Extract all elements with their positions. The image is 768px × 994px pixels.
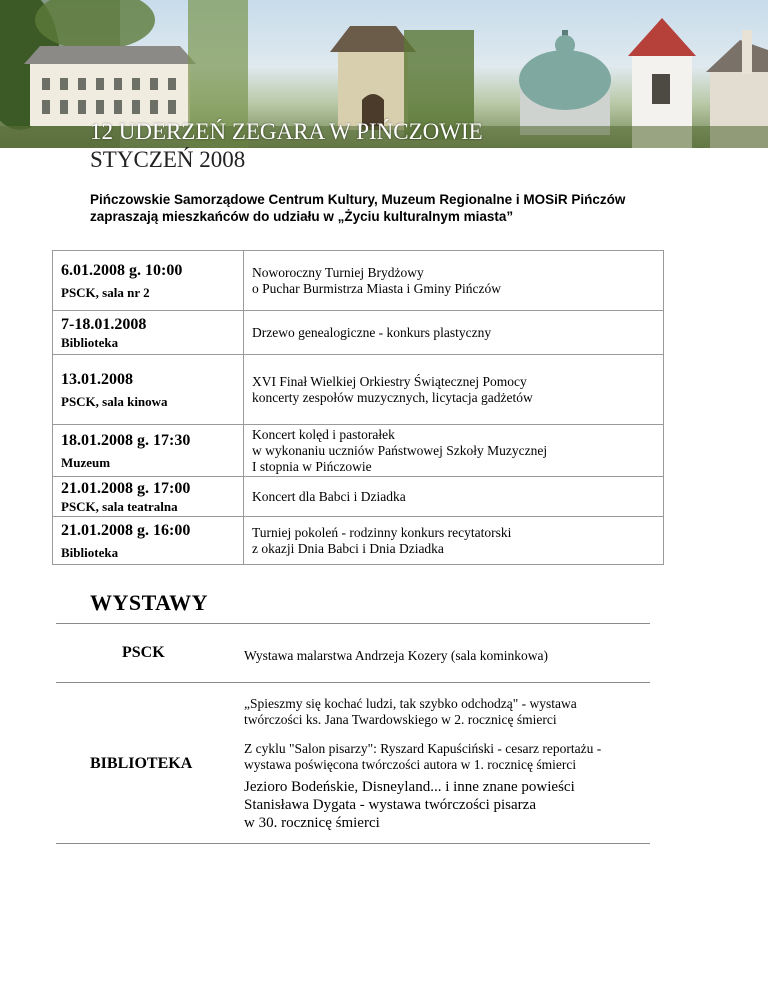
event-place: PSCK, sala teatralna: [61, 498, 178, 514]
event-desc-line: I stopnia w Pińczowie: [252, 458, 372, 474]
event-date: 6.01.2008 g. 10:00: [61, 261, 183, 279]
event-desc-cell: [244, 517, 664, 565]
event-place: PSCK, sala nr 2: [61, 284, 150, 300]
divider: [56, 682, 650, 683]
exhibition-line: wystawa poświęcona twórczości autora w 1. rocznicę śmierci: [244, 757, 577, 772]
table-row: [53, 251, 664, 311]
event-date: 7-18.01.2008: [61, 315, 147, 333]
exhibition-line: w 30. rocznicę śmierci: [244, 815, 380, 831]
exhibition-item: [244, 778, 644, 832]
event-desc-cell: [244, 251, 664, 311]
exhibition-place-psck: PSCK: [122, 644, 165, 661]
event-desc-line: z okazji Dnia Babci i Dnia Dziadka: [252, 540, 444, 556]
exhibition-line: Z cyklu "Salon pisarzy": Ryszard Kapuściński - cesarz reportażu -: [244, 741, 602, 756]
events-table: [52, 250, 664, 565]
event-desc-line: Drzewo genealogiczne - konkurs plastyczny: [252, 324, 492, 340]
table-row: [53, 517, 664, 565]
intro-text: [90, 191, 730, 225]
event-date-cell: [53, 425, 244, 477]
divider: [56, 843, 650, 844]
event-desc-cell: [244, 425, 664, 477]
event-desc-cell: [244, 355, 664, 425]
page-subtitle: STYCZEŃ 2008: [90, 147, 246, 172]
event-desc-line: w wykonaniu uczniów Państwowej Szkoły Muzycznej: [252, 442, 548, 458]
divider: [56, 623, 650, 624]
event-date: 18.01.2008 g. 17:30: [61, 431, 191, 449]
exhibition-line: twórczości ks. Jana Twardowskiego w 2. rocznicę śmierci: [244, 712, 557, 727]
exhibition-item: Wystawa malarstwa Andrzeja Kozery (sala kominkowa): [244, 648, 548, 663]
event-date: 13.01.2008: [61, 370, 133, 388]
intro-line-1: Pińczowskie Samorządowe Centrum Kultury, Muzeum Regionalne i MOSiR Pińczów: [90, 192, 626, 207]
exhibition-item: [244, 741, 644, 773]
exhibitions-title: WYSTAWY: [90, 590, 209, 615]
event-desc-cell: [244, 311, 664, 355]
event-date-cell: [53, 355, 244, 425]
event-date: 21.01.2008 g. 17:00: [61, 479, 191, 497]
event-desc-line: XVI Finał Wielkiej Orkiestry Świątecznej Pomocy: [252, 373, 527, 389]
exhibition-line: Stanisława Dygata - wystawa twórczości pisarza: [244, 797, 536, 813]
event-place: Biblioteka: [61, 334, 119, 350]
exhibition-place-biblioteka: BIBLIOTEKA: [90, 755, 193, 772]
table-row: [53, 311, 664, 355]
exhibition-line: Jezioro Bodeńskie, Disneyland... i inne znane powieści: [244, 779, 575, 795]
event-place: Biblioteka: [61, 544, 119, 560]
table-row: [53, 425, 664, 477]
event-desc-line: Koncert dla Babci i Dziadka: [252, 488, 406, 504]
event-date-cell: [53, 251, 244, 311]
event-desc-line: Noworoczny Turniej Brydżowy: [252, 264, 424, 280]
header-banner: [0, 0, 768, 148]
exhibition-line: „Spieszmy się kochać ludzi, tak szybko odchodzą" - wystawa: [244, 696, 577, 711]
page-title: 12 UDERZEŃ ZEGARA W PIŃCZOWIE: [90, 119, 483, 144]
event-date-cell: [53, 477, 244, 517]
event-date: 21.01.2008 g. 16:00: [61, 521, 191, 539]
event-place: Muzeum: [61, 454, 111, 470]
table-row: [53, 355, 664, 425]
event-desc-line: Turniej pokoleń - rodzinny konkurs recytatorski: [252, 524, 512, 540]
event-place: PSCK, sala kinowa: [61, 393, 168, 409]
event-desc-line: koncerty zespołów muzycznych, licytacja gadżetów: [252, 389, 533, 405]
event-date-cell: [53, 311, 244, 355]
table-row: [53, 477, 664, 517]
event-date-cell: [53, 517, 244, 565]
event-desc-line: o Puchar Burmistrza Miasta i Gminy Pińczów: [252, 280, 501, 296]
event-desc-cell: [244, 477, 664, 517]
event-desc-line: Koncert kolęd i pastorałek: [252, 426, 395, 442]
intro-line-2: zapraszają mieszkańców do udziału w „Życiu kulturalnym miasta”: [90, 209, 514, 224]
exhibition-item: [244, 696, 644, 728]
